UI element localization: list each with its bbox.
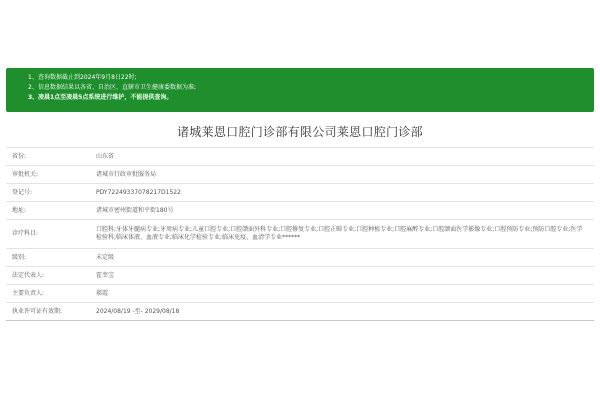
row-label: 地址: [6,202,90,220]
notice-item [28,83,584,93]
row-label: 省份: [6,148,90,166]
row-value: 郝霞 [90,285,594,303]
row-value: 2024/08/19 -至- 2029/08/18 [90,303,594,321]
row-label: 登记号: [6,184,90,202]
row-value: 山东省 [90,148,594,166]
row-label: 审批机关: [6,166,90,184]
notice-item [28,73,584,83]
clinic-info-table [6,147,594,321]
row-label: 法定代表人: [6,267,90,285]
table-row [6,285,594,303]
table-row [6,267,594,285]
table-row [6,184,594,202]
table-row [6,303,594,321]
table-row [6,202,594,220]
page-title: 诸城莱恩口腔门诊部有限公司莱恩口腔门诊部 [176,125,423,139]
notice-item-number: 1、 [28,74,38,81]
table-row [6,166,594,184]
row-value: 未定级 [90,249,594,267]
row-value: 霍莘宝 [90,267,594,285]
row-value: 口腔科;牙体牙髓病专业;牙周病专业;儿童口腔专业;口腔颌面外科专业;口腔修复专业;口腔正畸专业;口腔种植专业;口腔麻醉专业;口腔颌面医学影像专业;口腔预防专业;预防口腔专业;医学检验科;临床体液、血液专业;临床化学检验专业;临床免疫、血清学专业****** [90,220,594,249]
row-value: 诸城市密州街道和平街180号 [90,202,594,220]
table-row [6,148,594,166]
notice-banner [6,68,594,112]
row-label: 级别: [6,249,90,267]
notice-item-text: 凌晨1点至凌晨5点系统进行维护，不能提供查询。 [38,94,173,101]
notice-item [28,93,584,103]
table-row [6,220,594,249]
notice-list [28,73,584,103]
notice-item-text: 信息数据结果以各省、自治区、直辖市卫生健康委数据为准; [38,84,197,91]
row-label: 主要负责人: [6,285,90,303]
row-value: PDY72249337078217D1522 [90,184,594,202]
row-label: 诊疗科目: [6,220,90,249]
notice-item-text: 查询数据截止到2024年9月8日22时; [38,74,137,81]
row-value: 诸城市行政审批服务局 [90,166,594,184]
table-row [6,249,594,267]
row-label: 执业许可证有效期: [6,303,90,321]
notice-item-number: 2、 [28,84,38,91]
notice-item-number: 3、 [28,94,39,101]
